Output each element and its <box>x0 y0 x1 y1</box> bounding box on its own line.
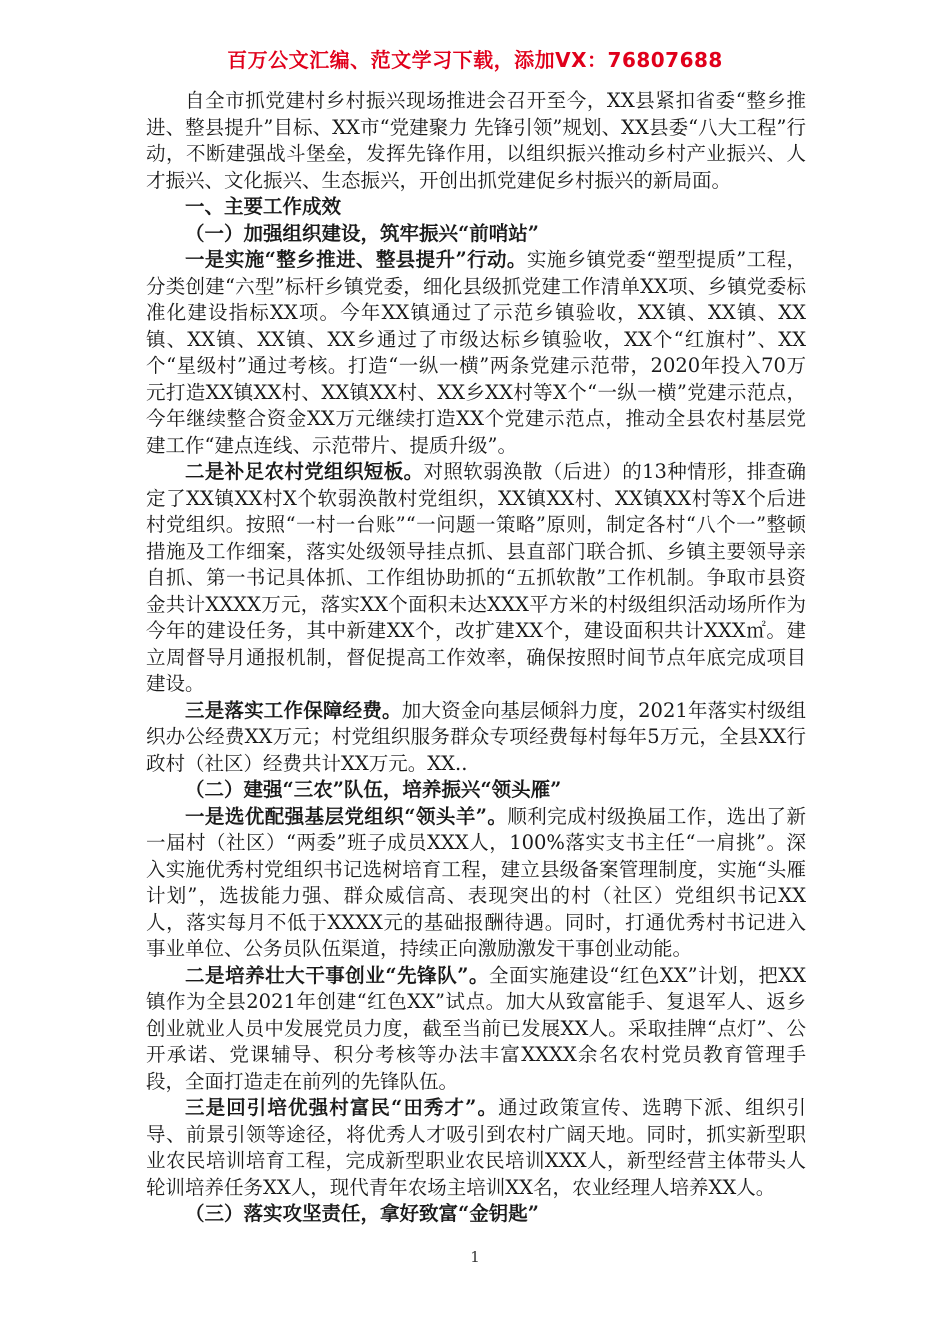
body-paragraph <box>146 1095 806 1201</box>
paragraph-lead: 三是回引培优强村富民“田秀才”。 <box>185 1096 499 1119</box>
body-paragraph <box>146 247 806 459</box>
paragraph-lead: 二是补足农村党组织短板。 <box>185 460 424 483</box>
document-body <box>146 88 806 1228</box>
paragraph-text: 对照软弱涣散（后进）的13种情形，排查确定了XX镇XX村X个软弱涣散村党组织，XX镇XX村、XX镇XX村等X个后进村党组织。按照“一村一台账”“一问题一策略”原则，制定各村“八个一”整顿措施及工作细案，落实处级领导挂点抓、县直部门联合抓、乡镇主要领导亲自抓、第一书记具体抓、工作组协助抓的“五抓软散”工作机制。争取市县资金共计XXXX万元，落实XX个面积未达XXX平方米的村级组织活动场所作为今年的建设任务，其中新建XX个，改扩建XX个，建设面积共计XXX㎡。建立周督导月通报机制，督促提高工作效率，确保按照时间节点年底完成项目建设。 <box>146 460 806 695</box>
paragraph-text: 实施乡镇党委“塑型提质”工程，分类创建“六型”标杆乡镇党委，细化县级抓党建工作清单XX项、乡镇党委标准化建设指标XX项。今年XX镇通过了示范乡镇验收，XX镇、XX镇、XX镇、XX镇、XX镇、XX乡通过了市级达标乡镇验收，XX个“红旗村”、XX个“星级村”通过考核。打造“一纵一横”两条党建示范带，2020年投入70万元打造XX镇XX村、XX镇XX村、XX乡XX村等X个“一纵一横”党建示范点，今年继续整合资金XX万元继续打造XX个党建示范点，推动全县农村基层党建工作“建点连线、示范带片、提质升级”。 <box>146 248 806 457</box>
subsection-heading: （三）落实攻坚责任，拿好致富“金钥匙” <box>185 1202 539 1225</box>
paragraph-text: 通过政策宣传、选聘下派、组织引导、前景引领等途径，将优秀人才吸引到农村广阔天地。同时，抓实新型职业农民培训培育工程，完成新型职业农民培训XXX人，新型经营主体带头人轮训培养任务XX人，现代青年农场主培训XX名，农业经理人培养XX人。 <box>146 1096 806 1199</box>
subsection-heading: （二）建强“三农”队伍，培养振兴“领头雁” <box>185 778 562 801</box>
page-number: 1 <box>470 1248 480 1266</box>
paragraph-text: 顺利完成村级换届工作，选出了新一届村（社区）“两委”班子成员XXX人，100%落实支书主任“一肩挑”。深入实施优秀村党组织书记选树培育工程，建立县级备案管理制度，实施“头雁计划”，选拔能力强、群众威信高、表现突出的村（社区）党组织书记XX人，落实每月不低于XXXX元的基础报酬待遇。同时，打通优秀村书记进入事业单位、公务员队伍渠道，持续正向激励激发干事创业动能。 <box>146 804 806 960</box>
header-banner: 百万公文汇编、范文学习下载，添加VX：76807688 <box>227 48 723 72</box>
body-paragraph <box>146 698 806 778</box>
body-paragraph <box>146 963 806 1096</box>
subsection-heading: （一）加强组织建设，筑牢振兴“前哨站” <box>185 221 539 245</box>
paragraph-lead: 三是落实工作保障经费。 <box>185 698 402 722</box>
intro-paragraph: 自全市抓党建村乡村振兴现场推进会召开至今，XX县紧扣省委“整乡推进、整县提升”目标、XX市“党建聚力 先锋引领”规划、XX县委“八大工程”行动，不断建强战斗堡垒，发挥先锋作用，以组织振兴推动乡村产业振兴、人才振兴、文化振兴、生态振兴，开创出抓党建促乡村振兴的新局面。 <box>146 89 806 192</box>
paragraph-lead: 二是培养壮大干事创业“先锋队”。 <box>185 963 490 987</box>
paragraph-lead: 一是实施“整乡推进、整县提升”行动。 <box>185 248 527 271</box>
section-heading: 一、主要工作成效 <box>185 195 342 218</box>
paragraph-text: 加大资金向基层倾斜力度，2021年落实村级组织办公经费XX万元；村党组织服务群众专项经费每村每年5万元，全县XX行政村（社区）经费共计XX万元。XX.. <box>146 698 806 775</box>
paragraph-lead: 一是选优配强基层党组织“领头羊”。 <box>185 804 508 828</box>
body-paragraph <box>146 804 806 963</box>
paragraph-text: 全面实施建设“红色XX”计划，把XX镇作为全县2021年创建“红色XX”试点。加大从致富能手、复退军人、返乡创业就业人员中发展党员力度，截至当前已发展XX人。采取挂牌“点灯”、公开承诺、党课辅导、积分考核等办法丰富XXXX余名农村党员教育管理手段，全面打造走在前列的先锋队伍。 <box>146 963 807 1093</box>
body-paragraph <box>146 459 806 698</box>
